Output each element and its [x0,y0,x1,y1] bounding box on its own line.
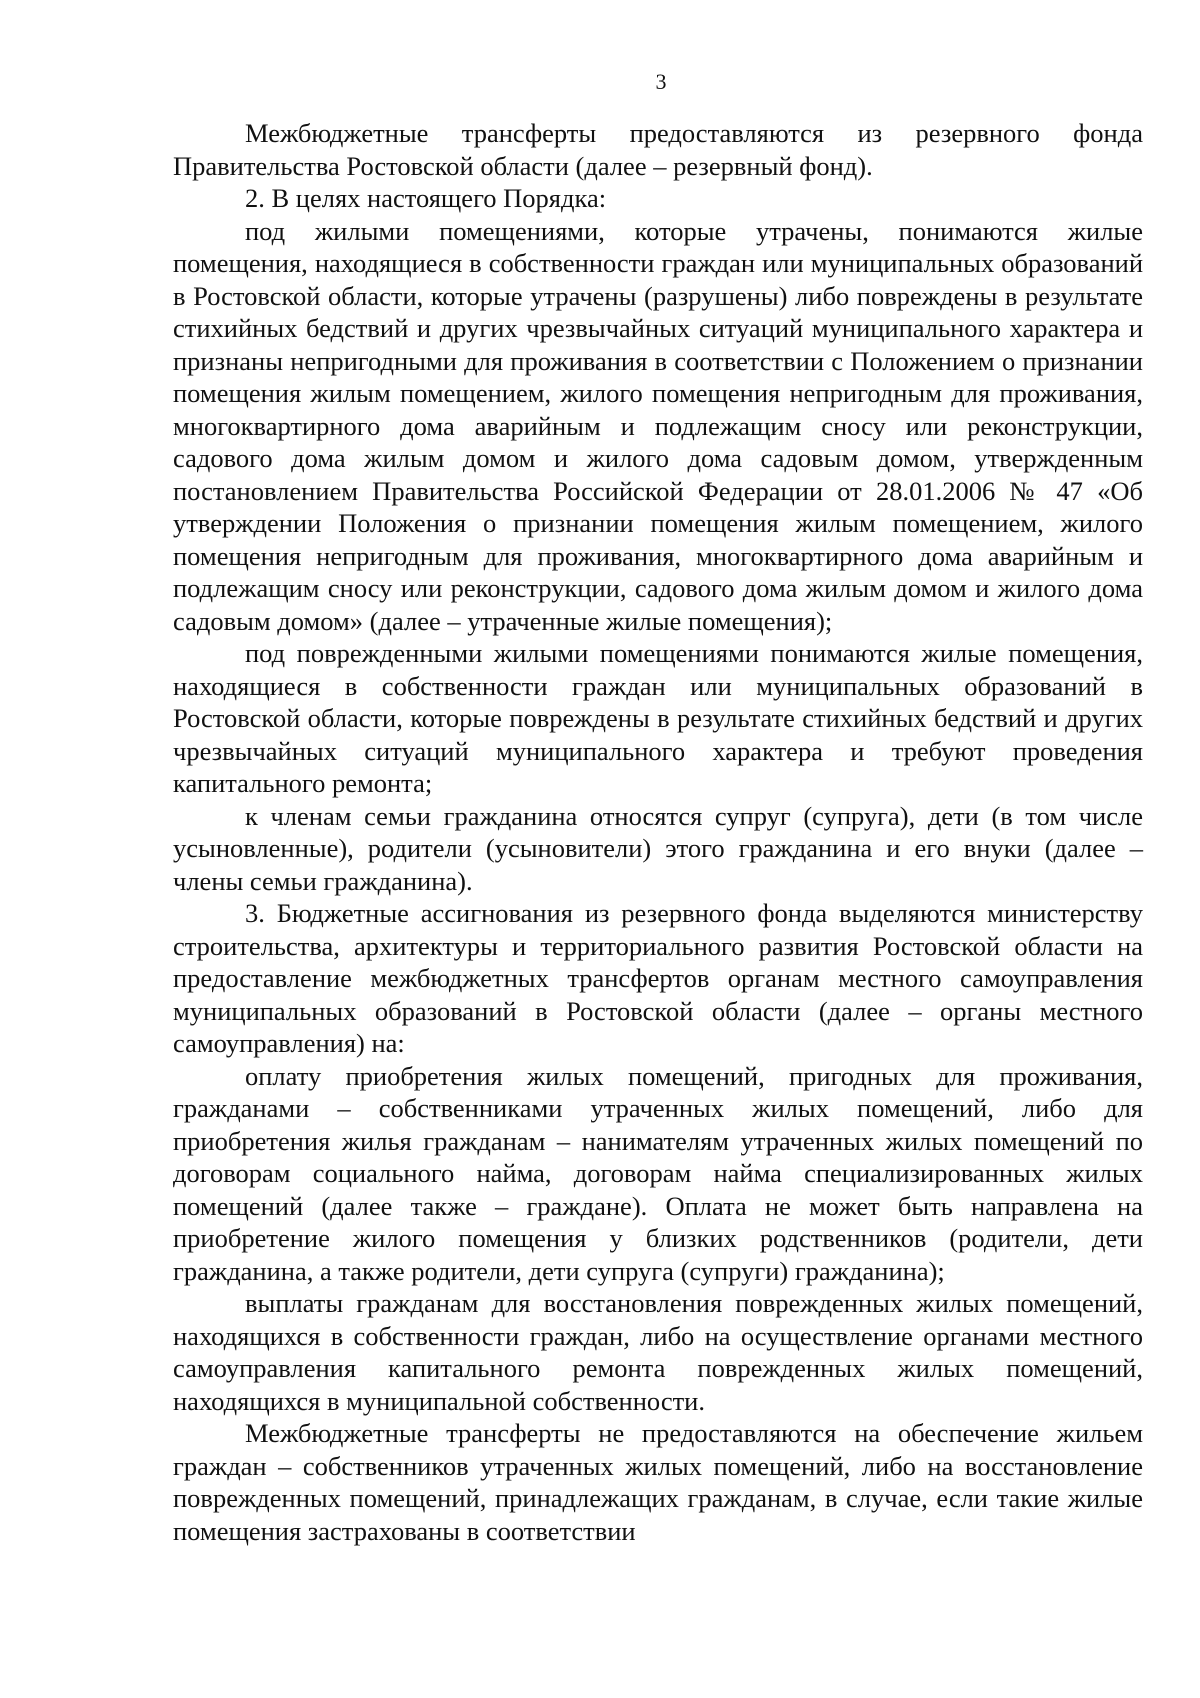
page-number: 3 [655,69,667,94]
paragraph-purchase-payment: оплату приобретения жилых помещений, пригодных для проживания, гражданами – собственниками утраченных жилых помещений, либо для приобретения жилья гражданам – нанимателям утраченных жилых помещений по договорам социального найма, договорам найма специализированных жилых помещений (далее также – граждане). Оплата не может быть направлена на приобретение жилого помещения у близких родственников (родители, дети гражданина, а также родители, дети супруга (супруги) гражданина); [173,1060,1143,1286]
paragraph-family-members-definition: к членам семьи гражданина относятся супруг (супруга), дети (в том числе усыновленные), родители (усыновители) этого гражданина и его внуки (далее – члены семьи гражданина). [173,800,1143,896]
paragraph-exclusions: Межбюджетные трансферты не предоставляются на обеспечение жильем граждан – собственников утраченных жилых помещений, либо на восстановление поврежденных помещений, принадлежащих гражданам, в случае, если такие жилые помещения застрахованы в соответствии [173,1418,1143,1546]
document-body [173,117,1143,1547]
paragraph-section-3: 3. Бюджетные ассигнования из резервного фонда выделяются министерству строительства, архитектуры и территориального развития Ростовской области на предоставление межбюджетных трансфертов органам местного самоуправления муниципальных образований в Ростовской области (далее – органы местного самоуправления) на: [173,898,1143,1058]
paragraph-restoration-payments: выплаты гражданам для восстановления поврежденных жилых помещений, находящихся в собственности граждан, либо на осуществление органами местного самоуправления капитального ремонта поврежденных жилых помещений, находящихся в муниципальной собственности. [173,1288,1143,1416]
paragraph-section-2-heading: 2. В целях настоящего Порядка: [245,183,607,213]
paragraph-lost-housing-definition: под жилыми помещениями, которые утрачены, понимаются жилые помещения, находящиеся в собственности граждан или муниципальных образований в Ростовской области, которые утрачены (разрушены) либо повреждены в результате стихийных бедствий и других чрезвычайных ситуаций муниципального характера и признаны непригодными для проживания в соответствии с Положением о признании помещения жилым помещением, жилого помещения непригодным для проживания, многоквартирного дома аварийным и подлежащим сносу или реконструкции, садового дома жилым домом и жилого дома садовым домом, утвержденным постановлением Правительства Российской Федерации от 28.01.2006 № 47 «Об утверждении Положения о признании помещения жилым помещением, жилого помещения непригодным для проживания, многоквартирного дома аварийным и подлежащим сносу или реконструкции, садового дома жилым домом и жилого дома садовым домом» (далее – утраченные жилые помещения); [173,215,1143,636]
paragraph-transfers-source: Межбюджетные трансферты предоставляются из резервного фонда Правительства Ростовской области (далее – резервный фонд). [173,118,1143,181]
paragraph-damaged-housing-definition: под поврежденными жилыми помещениями понимаются жилые помещения, находящиеся в собственности граждан или муниципальных образований в Ростовской области, которые повреждены в результате стихийных бедствий и других чрезвычайных ситуаций муниципального характера и требуют проведения капитального ремонта; [173,638,1143,798]
